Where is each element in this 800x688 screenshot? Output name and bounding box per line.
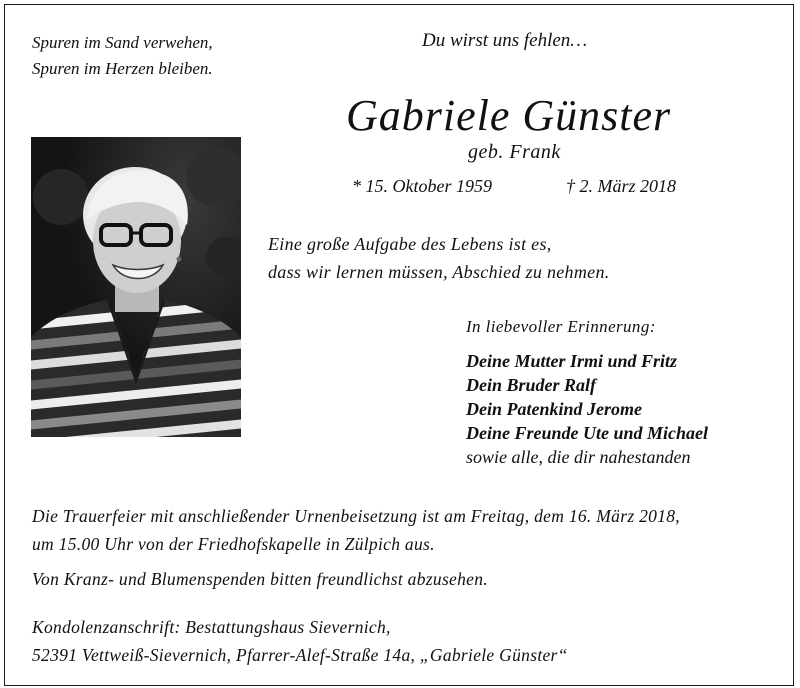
portrait-photo [31, 137, 241, 437]
remembrance-intro: In liebevoller Erinnerung: [466, 317, 656, 336]
verse-line-1: Eine große Aufgabe des Lebens ist es, [268, 234, 552, 254]
service-line-1: Die Trauerfeier mit anschließender Urnenbeisetzung ist am Freitag, dem 16. März 2018, [32, 506, 680, 526]
flowers-note: Von Kranz- und Blumenspenden bitten freundlichst abzusehen. [32, 569, 488, 589]
mourner-item: Dein Bruder Ralf [466, 375, 597, 395]
mourner-item: Deine Mutter Irmi und Fritz [466, 351, 678, 371]
mourners-list [466, 349, 708, 469]
motto: Du wirst uns fehlen… [422, 30, 588, 51]
condolence-line-1: Kondolenzanschrift: Bestattungshaus Sievernich, [32, 617, 391, 637]
birth-name: geb. Frank [468, 141, 561, 163]
condolence-line-2: 52391 Vettweiß-Sievernich, Pfarrer-Alef-Straße 14a, „Gabriele Günster“ [32, 645, 568, 665]
service-line-2: um 15.00 Uhr von der Friedhofskapelle in Zülpich aus. [32, 534, 435, 554]
deceased-name: Gabriele Günster [346, 91, 672, 140]
mourner-item: Deine Freunde Ute und Michael [466, 423, 709, 443]
quote-line-1: Spuren im Sand verwehen, [32, 33, 213, 52]
verse-line-2: dass wir lernen müssen, Abschied zu nehmen. [268, 262, 610, 282]
mourner-item: Dein Patenkind Jerome [466, 399, 642, 419]
birth-date: * 15. Oktober 1959 [352, 176, 492, 196]
mourners-footer: sowie alle, die dir nahestanden [466, 447, 691, 467]
death-date: † 2. März 2018 [566, 176, 677, 196]
quote-line-2: Spuren im Herzen bleiben. [32, 59, 213, 78]
